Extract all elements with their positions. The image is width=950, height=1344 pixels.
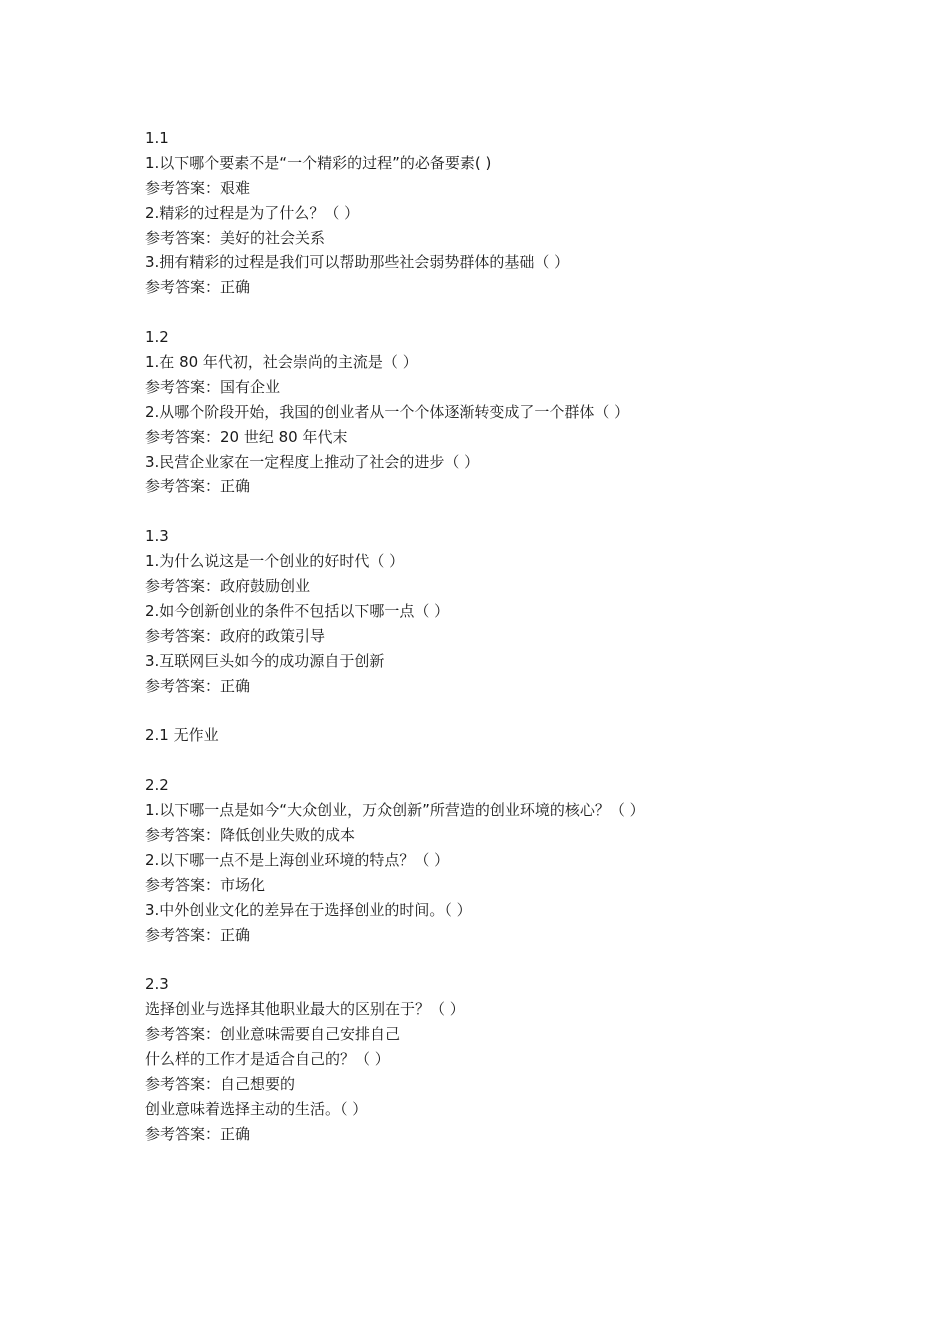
answer-line: 参考答案：创业意味需要自己安排自己	[145, 1025, 401, 1044]
section-heading: 1.1	[145, 129, 169, 147]
answer-line: 参考答案：艰难	[145, 178, 251, 197]
answer-line: 参考答案：正确	[145, 925, 251, 944]
question-line: 1.在 80 年代初，社会崇尚的主流是（ ）	[145, 353, 418, 372]
question-line: 3.互联网巨头如今的成功源自于创新	[145, 651, 385, 670]
spacer	[145, 698, 845, 723]
answer-line: 参考答案：20 世纪 80 年代末	[145, 427, 348, 446]
answer-line: 参考答案：政府鼓励创业	[145, 577, 311, 596]
section-heading: 2.1 无作业	[145, 726, 219, 745]
question-line: 3.中外创业文化的差异在于选择创业的时间。（ ）	[145, 900, 472, 919]
question-line: 3.拥有精彩的过程是我们可以帮助那些社会弱势群体的基础（ ）	[145, 253, 570, 272]
question-line: 2.精彩的过程是为了什么？（ ）	[145, 203, 360, 222]
section-1-3	[145, 524, 845, 698]
spacer	[145, 300, 845, 325]
question-line: 2.从哪个阶段开始，我国的创业者从一个个体逐渐转变成了一个群体（ ）	[145, 402, 630, 421]
spacer	[145, 499, 845, 524]
section-2-1	[145, 723, 845, 748]
question-line: 1.为什么说这是一个创业的好时代（ ）	[145, 552, 405, 571]
answer-line: 参考答案：正确	[145, 676, 251, 695]
question-line: 什么样的工作才是适合自己的？（ ）	[145, 1049, 390, 1068]
question-line: 3.民营企业家在一定程度上推动了社会的进步（ ）	[145, 452, 480, 471]
section-heading: 2.3	[145, 975, 169, 994]
question-line: 选择创业与选择其他职业最大的区别在于？（ ）	[145, 1000, 465, 1019]
section-heading: 1.3	[145, 527, 169, 546]
answer-line: 参考答案：市场化	[145, 875, 266, 894]
document-body	[145, 126, 845, 1147]
answer-line: 参考答案：降低创业失败的成本	[145, 825, 356, 844]
question-line: 1.以下哪个要素不是“一个精彩的过程”的必备要素( )	[145, 153, 492, 172]
answer-line: 参考答案：国有企业	[145, 377, 281, 396]
section-2-2	[145, 773, 845, 947]
section-1-2	[145, 325, 845, 499]
answer-line: 参考答案：政府的政策引导	[145, 626, 326, 645]
section-heading: 1.2	[145, 328, 169, 347]
answer-line: 参考答案：正确	[145, 1124, 251, 1143]
section-2-3	[145, 972, 845, 1146]
question-line: 2.以下哪一点不是上海创业环境的特点？（ ）	[145, 850, 450, 869]
question-line: 1.以下哪一点是如今“大众创业，万众创新”所营造的创业环境的核心？（ ）	[145, 801, 645, 820]
question-line: 创业意味着选择主动的生活。（ ）	[145, 1099, 368, 1118]
answer-line: 参考答案：正确	[145, 477, 251, 496]
question-line: 2.如今创新创业的条件不包括以下哪一点（ ）	[145, 601, 450, 620]
answer-line: 参考答案：自己想要的	[145, 1074, 296, 1093]
section-heading: 2.2	[145, 776, 169, 795]
answer-line: 参考答案：美好的社会关系	[145, 228, 326, 247]
answer-line: 参考答案：正确	[145, 278, 251, 297]
spacer	[145, 748, 845, 773]
section-1-1	[145, 126, 845, 300]
spacer	[145, 947, 845, 972]
